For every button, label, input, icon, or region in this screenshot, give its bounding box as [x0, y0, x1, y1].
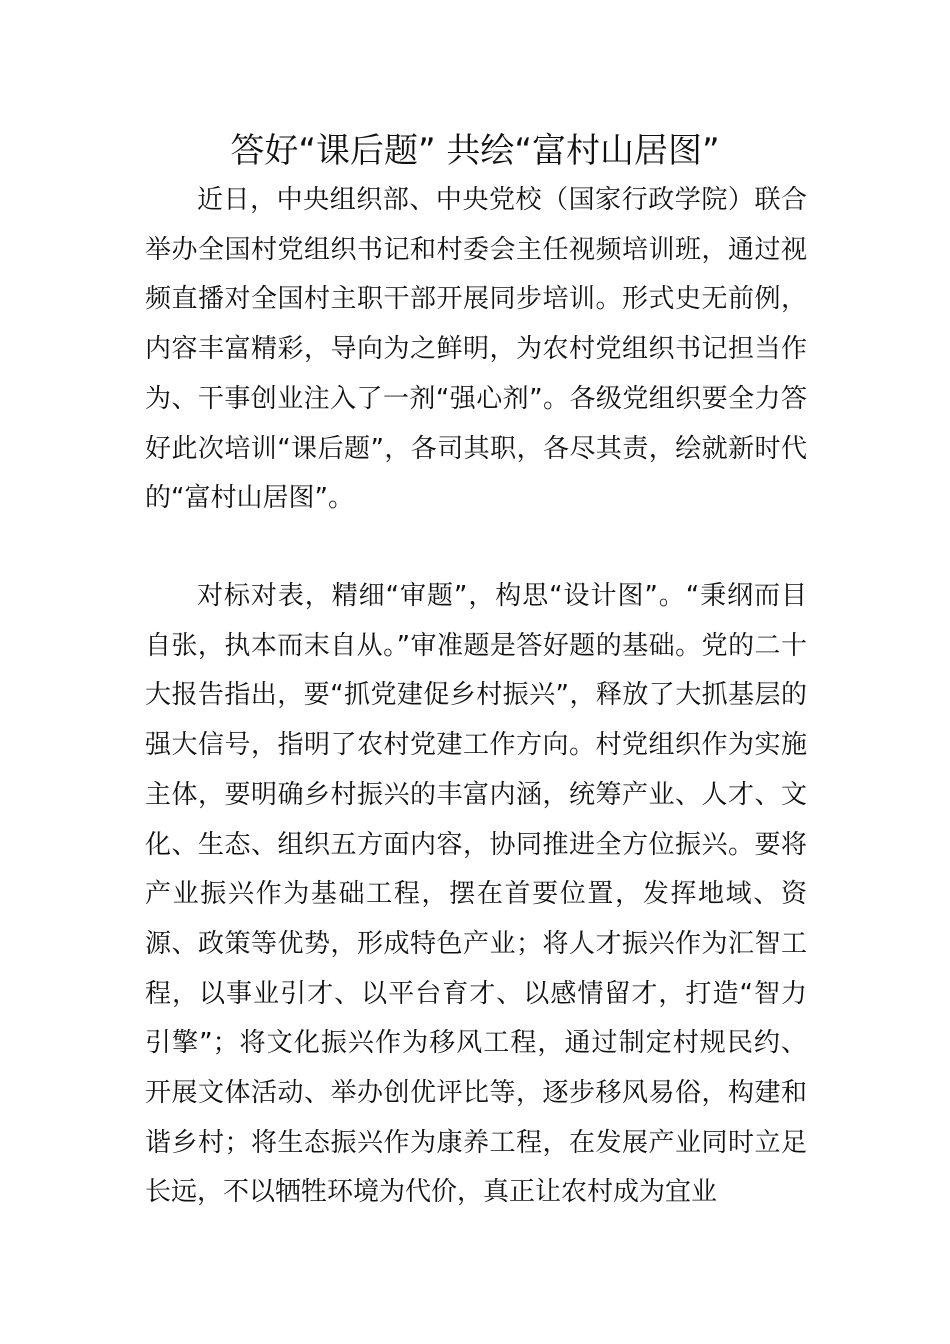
paragraph-intro: 近日，中央组织部、中央党校（国家行政学院）联合举办全国村党组织书记和村委会主任视频培训班，通过视频直播对全国村主职干部开展同步培训。形式史无前例，内容丰富精彩，导向为之鲜明，为农村党组织书记担当作为、干事创业注入了一剂“强心剂”。各级党组织要全力答好此次培训“课后题”，各司其职，各尽其责，绘就新时代的“富村山居图”。 — [145, 185, 807, 514]
article-title: 答好“课后题” 共绘“富村山居图” — [230, 131, 720, 171]
paragraph-body: 对标对表，精细“审题”，构思“设计图”。“秉纲而目自张，执本而末自从。”审准题是答好题的基础。党的二十大报告指出，要“抓党建促乡村振兴”，释放了大抓基层的强大信号，指明了农村党建工作方向。村党组织作为实施主体，要明确乡村振兴的丰富内涵，统筹产业、人才、文化、生态、组织五方面内容，协同推进全方位振兴。要将产业振兴作为基础工程，摆在首要位置，发挥地域、资源、政策等优势，形成特色产业；将人才振兴作为汇智工程，以事业引才、以平台育才、以感情留才，打造“智力引擎”；将文化振兴作为移风工程，通过制定村规民约、开展文体活动、举办创优评比等，逐步移风易俗，构建和谐乡村；将生态振兴作为康养工程，在发展产业同时立足长远，不以牺牲环境为代价，真正让农村成为宜业 — [145, 581, 807, 1208]
